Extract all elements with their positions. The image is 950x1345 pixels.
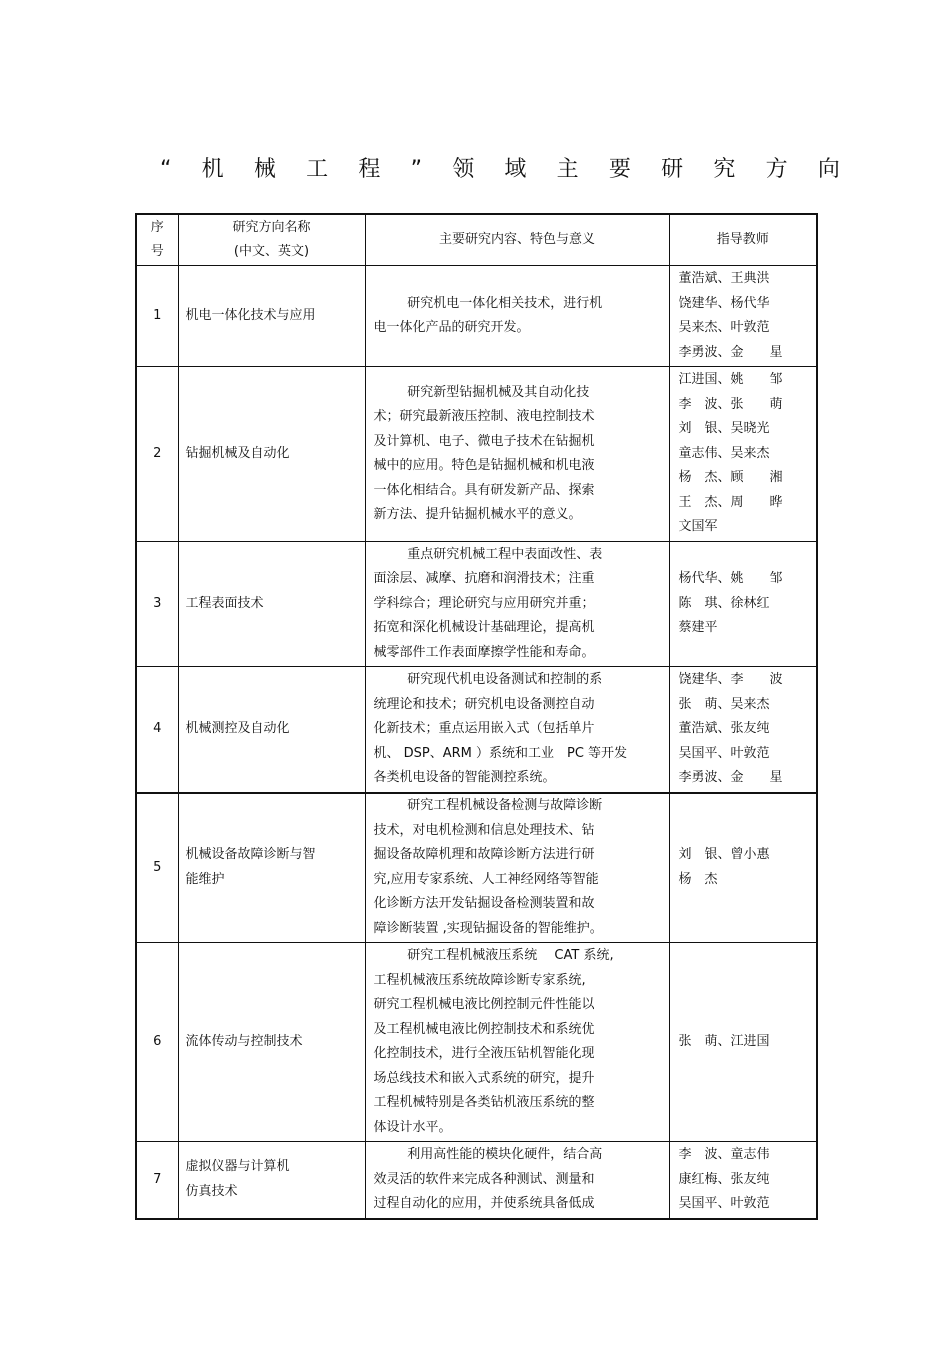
table-row <box>136 667 817 793</box>
research-content-line: 工程机械液压系统故障诊断专家系统, <box>373 972 586 988</box>
title-char: 械 <box>253 157 276 182</box>
direction-name <box>178 266 365 367</box>
advisor-line: 康红梅、张友纯 <box>678 1171 770 1187</box>
advisor-line: 陈 琪、徐林红 <box>678 595 770 611</box>
research-content-line: 研究现代机电设备测试和控制的系 <box>407 672 603 687</box>
row-number: 3 <box>136 542 178 667</box>
research-content-line: 化新技术；重点运用嵌入式（包括单片 <box>373 721 595 736</box>
direction-name <box>178 367 365 542</box>
row-number: 4 <box>136 667 178 793</box>
table-row <box>136 542 817 667</box>
research-content <box>365 1142 669 1219</box>
title-char: 机 <box>201 157 224 182</box>
research-content-line: 障诊断装置 ,实现钻掘设备的智能维护。 <box>373 920 603 936</box>
research-content-line: 研究新型钻掘机械及其自动化技 <box>407 384 590 400</box>
advisors <box>669 667 817 793</box>
direction-name-line: 流体传动与控制技术 <box>185 1033 303 1049</box>
advisor-line: 杨 杰 <box>678 871 718 887</box>
direction-name <box>178 943 365 1142</box>
title-char: 究 <box>713 157 736 182</box>
advisor-line: 吴来杰、叶敦范 <box>678 320 770 335</box>
research-content-line: 及计算机、电子、微电子技术在钻掘机 <box>373 433 595 449</box>
research-content-line: 术；研究最新液压控制、液电控制技术 <box>373 409 595 424</box>
research-content-line: 学科综合；理论研究与应用研究并重； <box>373 595 595 611</box>
research-content-line: 研究机电一体化相关技术，进行机 <box>407 295 603 311</box>
title-char: 主 <box>556 157 579 182</box>
title-char: “ <box>160 157 172 182</box>
research-content-line: 研究工程机械电液比例控制元件性能以 <box>373 997 595 1012</box>
advisors <box>669 1142 817 1219</box>
advisor-line: 蔡建平 <box>678 620 718 636</box>
research-content <box>365 367 669 542</box>
direction-name-line: 机电一体化技术与应用 <box>185 307 316 323</box>
title-char: 工 <box>306 157 329 182</box>
advisor-line: 杨代华、姚 邹 <box>678 571 783 587</box>
header-teachers: 指导教师 <box>669 214 817 266</box>
advisor-line: 张 萌、江进国 <box>678 1033 770 1049</box>
research-content-line: 械零部件工作表面摩擦学性能和寿命。 <box>373 644 595 660</box>
page-title <box>160 155 840 185</box>
row-number: 1 <box>136 266 178 367</box>
advisor-line: 张 萌、吴来杰 <box>678 696 770 712</box>
research-content-line: 究,应用专家系统、人工神经网络等智能 <box>373 871 599 887</box>
advisor-line: 饶建华、杨代华 <box>678 295 770 311</box>
research-content-line: 械中的应用。特色是钻掘机械和机电液 <box>373 458 595 473</box>
research-content <box>365 266 669 367</box>
research-content-line: 掘设备故障机理和故障诊断方法进行研 <box>373 847 595 863</box>
table-row <box>136 1142 817 1219</box>
research-content <box>365 943 669 1142</box>
advisor-line: 童志伟、吴来杰 <box>678 445 770 461</box>
row-number: 7 <box>136 1142 178 1219</box>
research-content-line: 体设计水平。 <box>373 1119 452 1135</box>
research-content-line: 机、 DSP、ARM ）系统和工业 PC 等开发 <box>373 745 628 761</box>
advisor-line: 王 杰、周 晔 <box>678 494 783 510</box>
title-char: 方 <box>765 157 788 182</box>
research-directions-table <box>135 213 818 1220</box>
advisor-line: 刘 银、吴晓光 <box>678 421 770 437</box>
advisors <box>669 542 817 667</box>
direction-name <box>178 667 365 793</box>
research-content-line: 及工程机械电液比例控制技术和系统优 <box>373 1021 595 1037</box>
row-number: 2 <box>136 367 178 542</box>
research-content-line: 化诊断方法开发钻掘设备检测装置和故 <box>373 896 595 912</box>
advisor-line: 李勇波、金 星 <box>678 770 783 785</box>
header-seq: 序 号 <box>136 214 178 266</box>
advisor-line: 杨 杰、顾 湘 <box>678 470 783 486</box>
research-content-line: 技术，对电机检测和信息处理技术、钻 <box>373 822 595 838</box>
table-header-row <box>136 214 817 266</box>
header-content: 主要研究内容、特色与意义 <box>365 214 669 266</box>
advisor-line: 董浩斌、王典洪 <box>678 271 770 286</box>
advisor-line: 李 波、童志伟 <box>678 1147 770 1162</box>
direction-name <box>178 793 365 943</box>
research-content-line: 利用高性能的模块化硬件，结合高 <box>407 1147 603 1162</box>
research-content-line: 场总线技术和嵌入式系统的研究，提升 <box>373 1070 595 1086</box>
title-char: ” <box>410 157 422 182</box>
advisor-line: 江进国、姚 邹 <box>678 372 783 388</box>
table-row <box>136 793 817 943</box>
direction-name-line: 能维护 <box>185 871 225 887</box>
research-content-line: 面涂层、减摩、抗磨和润滑技术；注重 <box>373 571 595 587</box>
advisor-line: 李勇波、金 星 <box>678 344 783 360</box>
direction-name-line: 钻掘机械及自动化 <box>185 445 290 461</box>
research-content-line: 统理论和技术；研究机电设备测控自动 <box>373 696 595 712</box>
research-content-line: 研究工程机械设备检测与故障诊断 <box>407 798 603 814</box>
advisors <box>669 943 817 1142</box>
title-char: 领 <box>452 157 475 182</box>
title-char: 向 <box>817 157 840 182</box>
research-content <box>365 667 669 793</box>
direction-name-line: 虚拟仪器与计算机 <box>185 1159 290 1175</box>
research-content-line: 重点研究机械工程中表面改性、表 <box>407 546 603 562</box>
advisor-line: 吴国平、叶敦范 <box>678 1196 770 1211</box>
direction-name-line: 机械设备故障诊断与智 <box>185 847 316 863</box>
row-number: 6 <box>136 943 178 1142</box>
header-name: 研究方向名称 (中文、英文) <box>178 214 365 266</box>
research-content-line: 新方法、提升钻掘机械水平的意义。 <box>373 507 582 522</box>
advisor-line: 李 波、张 萌 <box>678 396 783 412</box>
direction-name <box>178 542 365 667</box>
research-content-line: 化控制技术，进行全液压钻机智能化现 <box>373 1046 595 1061</box>
research-content-line: 工程机械特别是各类钻机液压系统的整 <box>373 1095 595 1110</box>
advisors <box>669 266 817 367</box>
advisor-line: 刘 银、曾小惠 <box>678 847 770 863</box>
table-row <box>136 266 817 367</box>
title-char: 研 <box>661 157 684 182</box>
row-number: 5 <box>136 793 178 943</box>
research-content-line: 拓宽和深化机械设计基础理论，提高机 <box>373 620 595 636</box>
advisor-line: 吴国平、叶敦范 <box>678 745 770 761</box>
research-content-line: 过程自动化的应用，并使系统具备低成 <box>373 1196 595 1211</box>
research-content-line: 一体化相结合。具有研发新产品、探索 <box>373 482 595 498</box>
advisor-line: 文国军 <box>678 519 718 535</box>
table-row <box>136 943 817 1142</box>
research-content <box>365 542 669 667</box>
table-row <box>136 367 817 542</box>
research-content <box>365 793 669 943</box>
title-char: 要 <box>608 157 631 182</box>
research-content-line: 研究工程机械液压系统 CAT 系统, <box>407 948 614 963</box>
advisors <box>669 793 817 943</box>
direction-name-line: 工程表面技术 <box>185 595 264 611</box>
title-char: 程 <box>358 157 381 182</box>
advisor-line: 董浩斌、张友纯 <box>678 721 770 736</box>
title-char: 域 <box>504 157 527 182</box>
advisor-line: 饶建华、李 波 <box>678 672 783 687</box>
direction-name <box>178 1142 365 1219</box>
direction-name-line: 机械测控及自动化 <box>185 721 290 736</box>
research-content-line: 效灵活的软件来完成各种测试、测量和 <box>373 1171 595 1187</box>
advisors <box>669 367 817 542</box>
direction-name-line: 仿真技术 <box>185 1183 238 1199</box>
research-content-line: 电一体化产品的研究开发。 <box>373 320 530 335</box>
research-content-line: 各类机电设备的智能测控系统。 <box>373 770 556 785</box>
